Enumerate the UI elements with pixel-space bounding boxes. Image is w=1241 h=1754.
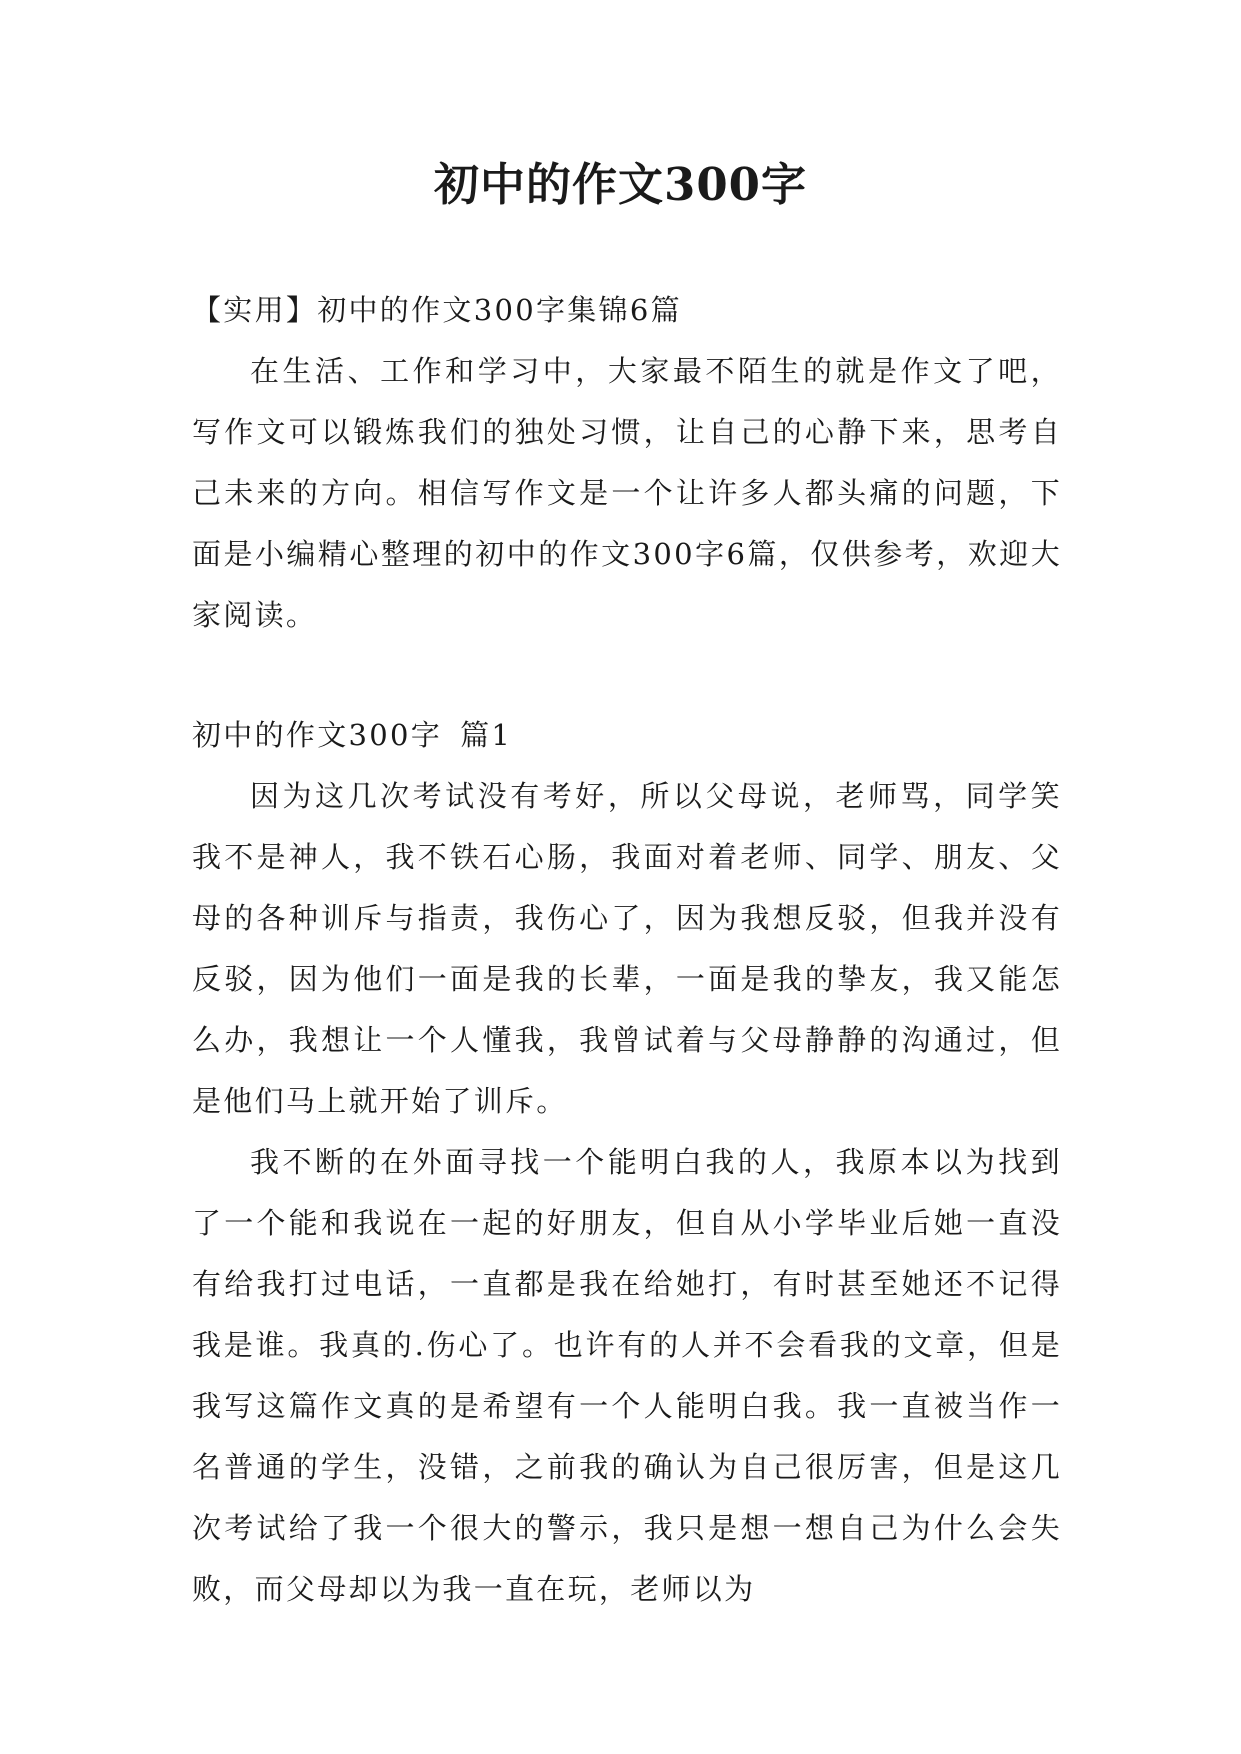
section-heading-title: 初中的作文300字 — [192, 718, 443, 752]
section-heading — [192, 705, 1062, 766]
section-paragraph-2: 我不断的在外面寻找一个能明白我的人，我原本以为找到了一个能和我说在一起的好朋友，但自从小学毕业后她一直没有给我打过电话，一直都是我在给她打，有时甚至她还不记得我是谁。我真的.伤心了。也许有的人并不会看我的文章，但是我写这篇作文真的是希望有一个人能明白我。我一直被当作一名普通的学生，没错，之前我的确认为自己很厉害，但是这几次考试给了我一个很大的警示，我只是想一想自己为什么会失败，而父母却以为我一直在玩，老师以为 — [192, 1145, 1062, 1606]
document-title: 初中的作文300字 — [434, 158, 807, 211]
section-heading-part: 篇1 — [460, 718, 513, 752]
intro-paragraph: 在生活、工作和学习中，大家最不陌生的就是作文了吧，写作文可以锻炼我们的独处习惯，让自己的心静下来，思考自己未来的方向。相信写作文是一个让许多人都头痛的问题，下面是小编精心整理的初中的作文300字6篇，仅供参考，欢迎大家阅读。 — [192, 354, 1062, 632]
section-paragraph-1: 因为这几次考试没有考好，所以父母说，老师骂，同学笑我不是神人，我不铁石心肠，我面对着老师、同学、朋友、父母的各种训斥与指责，我伤心了，因为我想反驳，但我并没有反驳，因为他们一面是我的长辈，一面是我的挚友，我又能怎么办，我想让一个人懂我，我曾试着与父母静静的沟通过，但是他们马上就开始了训斥。 — [192, 779, 1062, 1118]
document-body — [192, 280, 1062, 1620]
document-subtitle: 【实用】初中的作文300字集锦6篇 — [192, 293, 682, 327]
section-spacer — [192, 646, 1062, 705]
